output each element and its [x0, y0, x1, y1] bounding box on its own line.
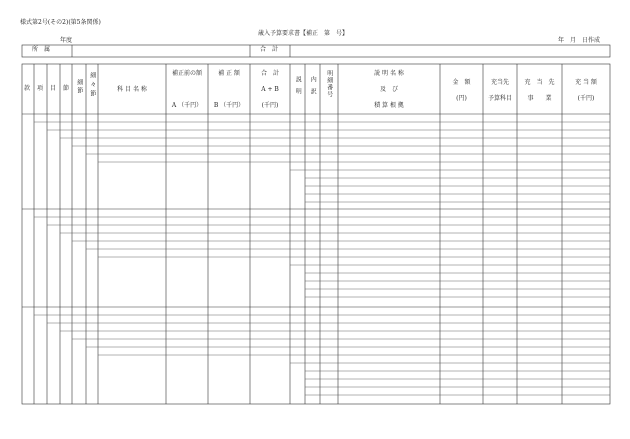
- col-kingaku-l1: 金 額: [452, 79, 471, 86]
- col-uchiwake: 内訳: [309, 76, 317, 100]
- col-before-label: 補正前の額: [171, 70, 202, 77]
- col-kingaku-l2: (円): [456, 95, 467, 102]
- col-setsumei: 説明: [294, 76, 302, 100]
- col-moku: 目: [50, 85, 57, 92]
- col-hosei-label: 補 正 額: [218, 70, 240, 77]
- col-juto-l1: 充当先: [490, 79, 509, 86]
- col-desc-l1: 説 明 名 称: [374, 70, 404, 77]
- col-saisaisetsu: 細々節: [88, 72, 96, 99]
- col-juto-l2: 予算科目: [487, 95, 512, 102]
- total-label: 合 計: [260, 46, 279, 53]
- col-jutosaki-l1: 充 当 先: [524, 79, 555, 86]
- fiscal-year: 年度: [60, 37, 73, 44]
- col-gokei-label: 合 計: [260, 70, 279, 77]
- form-title: 歳入予算要求書【補正 第 号】: [258, 30, 349, 37]
- col-kou: 項: [37, 85, 44, 92]
- col-kan: 款: [24, 85, 31, 92]
- col-jutogaku-l1: 充 当 額: [575, 79, 597, 86]
- col-saisetsu: 細節: [75, 79, 83, 95]
- col-hosei-sub: B （千円）: [213, 102, 245, 109]
- col-gokei-unit: (千円): [261, 102, 279, 109]
- dept-label: 所 属: [32, 46, 51, 53]
- col-kamoku: 科 目 名 称: [117, 86, 147, 93]
- col-gokei-formula: A + B: [261, 86, 279, 93]
- col-jutogaku-l2: (千円): [577, 95, 595, 102]
- form-label: 様式第2号(その2)(第5条関係): [20, 19, 101, 26]
- col-desc-l2: 及 び: [379, 86, 398, 93]
- col-desc-l3: 積 算 根 拠: [374, 102, 404, 109]
- col-setsu: 節: [63, 85, 70, 92]
- col-jutosaki-l2: 事 業: [527, 95, 552, 102]
- col-before-sub: A （千円）: [171, 102, 203, 109]
- creation-date: 年 月 日作成: [558, 37, 601, 44]
- col-meisai: 明細番号: [325, 70, 333, 98]
